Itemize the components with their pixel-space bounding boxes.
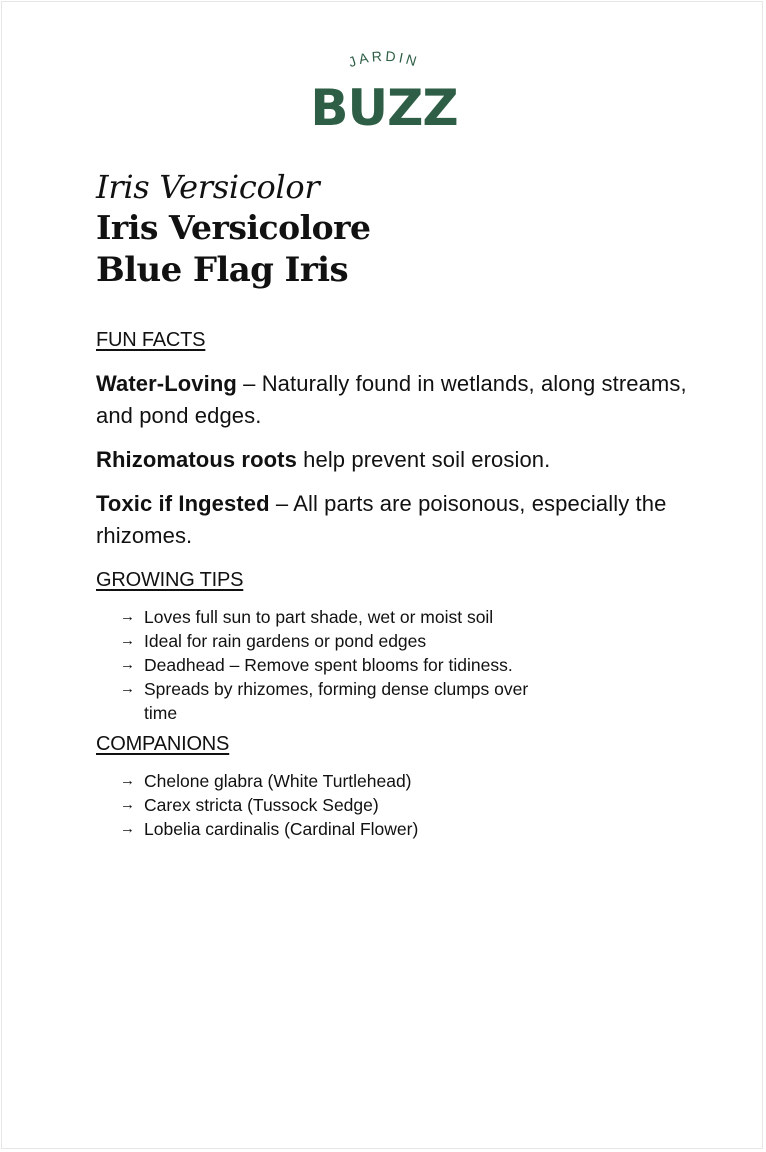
list-item-text: Spreads by rhizomes, forming dense clumps over time bbox=[144, 679, 529, 723]
arrow-right-icon: → bbox=[120, 656, 135, 673]
fun-facts-heading: FUN FACTS bbox=[96, 329, 206, 351]
list-item-text: Ideal for rain gardens or pond edges bbox=[144, 631, 427, 651]
growing-tips-heading: GROWING TIPS bbox=[96, 569, 244, 591]
english-name: Blue Flag Iris bbox=[96, 250, 349, 290]
arrow-right-icon: → bbox=[120, 820, 135, 837]
fun-fact-title: Water-Loving bbox=[96, 371, 237, 396]
fun-facts-list bbox=[96, 368, 696, 564]
fun-fact-text: – Naturally found in wetlands, along streams, and pond edges. bbox=[96, 371, 687, 428]
fun-fact-title: Toxic if Ingested bbox=[96, 491, 270, 516]
arrow-right-icon: → bbox=[120, 608, 135, 625]
list-item bbox=[120, 629, 540, 653]
fun-fact-text: help prevent soil erosion. bbox=[296, 447, 551, 472]
latin-name: Iris Versicolor bbox=[96, 168, 320, 206]
logo-small-text: JARDIN bbox=[346, 50, 422, 71]
list-item-text: Lobelia cardinalis (Cardinal Flower) bbox=[144, 819, 419, 839]
fun-fact-title: Rhizomatous roots bbox=[96, 447, 297, 472]
list-item-text: Chelone glabra (White Turtlehead) bbox=[144, 771, 412, 791]
list-item bbox=[120, 653, 540, 677]
arrow-right-icon: → bbox=[120, 772, 135, 789]
fun-fact-item bbox=[96, 368, 696, 432]
list-item bbox=[120, 677, 540, 725]
list-item-text: Carex stricta (Tussock Sedge) bbox=[144, 795, 379, 815]
list-item-text: Deadhead – Remove spent blooms for tidiness. bbox=[144, 655, 513, 675]
arrow-right-icon: → bbox=[120, 796, 135, 813]
document-page bbox=[1, 1, 763, 1149]
arrow-right-icon: → bbox=[120, 632, 135, 649]
growing-tips-list bbox=[120, 605, 540, 725]
fun-fact-item bbox=[96, 444, 696, 476]
jardin-buzz-logo bbox=[302, 50, 466, 134]
fun-fact-text: – All parts are poisonous, especially the rhizomes. bbox=[96, 491, 667, 548]
companions-list bbox=[120, 769, 600, 841]
arrow-right-icon: → bbox=[120, 680, 135, 697]
french-name: Iris Versicolore bbox=[96, 208, 371, 247]
fun-fact-item bbox=[96, 488, 696, 552]
plant-names bbox=[96, 166, 716, 292]
list-item bbox=[120, 769, 600, 793]
list-item bbox=[120, 817, 600, 841]
list-item-text: Loves full sun to part shade, wet or moist soil bbox=[144, 607, 494, 627]
list-item bbox=[120, 793, 600, 817]
logo-large-text: BUZZ bbox=[310, 79, 458, 134]
list-item bbox=[120, 605, 540, 629]
companions-heading: COMPANIONS bbox=[96, 733, 230, 755]
